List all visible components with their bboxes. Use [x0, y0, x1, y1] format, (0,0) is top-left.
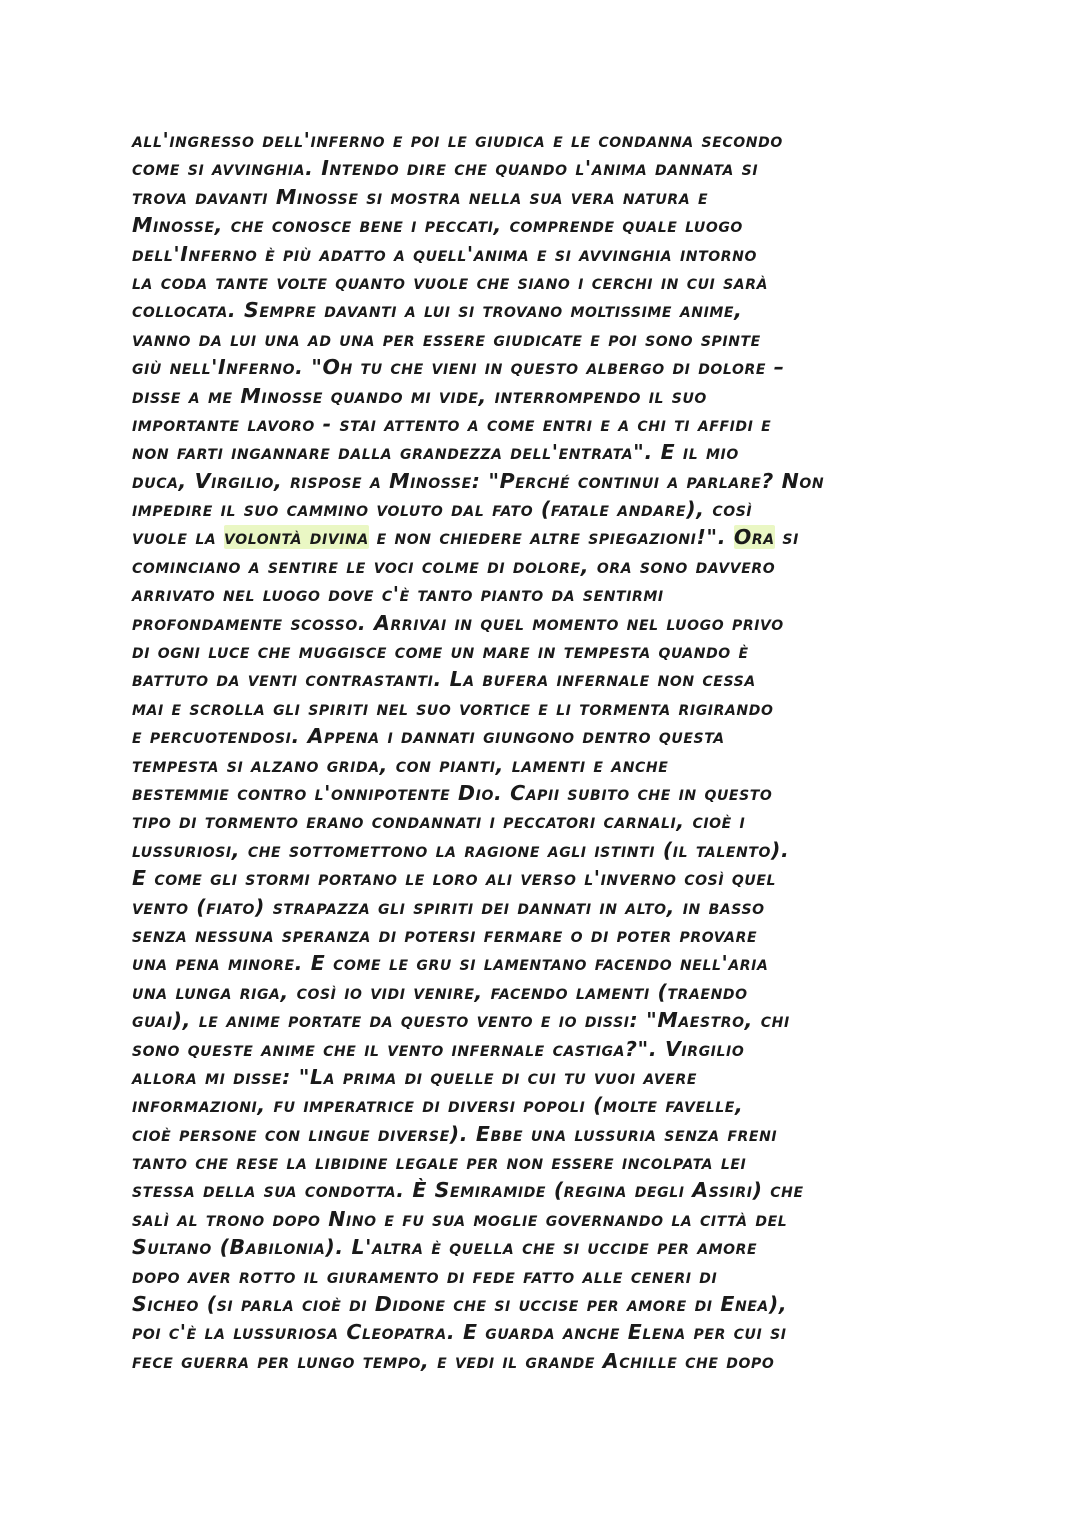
text-segment: stessa della sua condotta. È Semiramide (regina degli Assiri) che — [132, 1178, 804, 1203]
text-segment: importante lavoro - stai attento a come entri e a chi ti affidi e — [132, 411, 772, 436]
text-line — [132, 665, 962, 693]
text-line — [132, 1006, 962, 1034]
text-segment: non farti ingannare dalla grandezza dell'entrata". E il mio — [132, 440, 739, 465]
text-line — [132, 807, 962, 835]
text-segment: allora mi disse: "La prima di quelle di cui tu vuoi avere — [132, 1064, 698, 1089]
text-segment: una lunga riga, così io vidi venire, facendo lamenti (traendo — [132, 979, 748, 1004]
text-segment: tempesta si alzano grida, con pianti, lamenti e anche — [132, 752, 669, 777]
text-segment: guai), le anime portate da questo vento e io dissi: "Maestro, chi — [132, 1008, 790, 1033]
text-segment: una pena minore. E come le gru si lamentano facendo nell'aria — [132, 951, 769, 976]
text-line — [132, 382, 962, 410]
text-segment: dell'Inferno è più adatto a quell'anima e si avvinghia intorno — [132, 241, 757, 266]
text-segment: la coda tante volte quanto vuole che siano i cerchi in cui sarà — [132, 269, 769, 294]
text-line — [132, 523, 962, 551]
text-segment: collocata. Sempre davanti a lui si trovano moltissime anime, — [132, 298, 743, 323]
text-line — [132, 495, 962, 523]
text-line — [132, 864, 962, 892]
text-segment: bestemmie contro l'onnipotente Dio. Capii subito che in questo — [132, 780, 773, 805]
text-segment: e percuotendosi. Appena i dannati giungono dentro questa — [132, 724, 725, 749]
text-segment: come si avvinghia. Intendo dire che quando l'anima dannata si — [132, 156, 759, 181]
text-segment: e non chiedere altre spiegazioni!". — [368, 525, 734, 550]
text-line — [132, 1035, 962, 1063]
text-line — [132, 1063, 962, 1091]
text-segment: arrivato nel luogo dove c'è tanto pianto da sentirmi — [132, 582, 664, 607]
text-segment: trova davanti Minosse si mostra nella sua vera natura e — [132, 184, 709, 209]
text-line — [132, 126, 962, 154]
text-line — [132, 410, 962, 438]
text-segment: cominciano a sentire le voci colme di dolore, ora sono davvero — [132, 553, 776, 578]
text-line — [132, 467, 962, 495]
text-line — [132, 1176, 962, 1204]
text-segment: fece guerra per lungo tempo, e vedi il grande Achille che dopo — [132, 1348, 775, 1373]
text-line — [132, 609, 962, 637]
text-line — [132, 183, 962, 211]
text-segment: cioè persone con lingue diverse). Ebbe una lussuria senza freni — [132, 1121, 778, 1146]
text-line — [132, 1120, 962, 1148]
text-line — [132, 836, 962, 864]
text-line — [132, 751, 962, 779]
text-line — [132, 438, 962, 466]
text-segment: vanno da lui una ad una per essere giudicate e poi sono spinte — [132, 326, 761, 351]
text-line — [132, 1347, 962, 1375]
text-line — [132, 779, 962, 807]
text-segment: salì al trono dopo Nino e fu sua moglie governando la città del — [132, 1206, 788, 1231]
text-line — [132, 240, 962, 268]
text-line — [132, 211, 962, 239]
text-line — [132, 268, 962, 296]
text-segment: mai e scrolla gli spiriti nel suo vortice e li tormenta rigirando — [132, 695, 774, 720]
text-line — [132, 949, 962, 977]
highlighted-text: volontà divina — [224, 525, 369, 550]
text-line — [132, 325, 962, 353]
text-segment: sono queste anime che il vento infernale castiga?". Virgilio — [132, 1036, 745, 1061]
text-segment: dopo aver rotto il giuramento di fede fatto alle ceneri di — [132, 1263, 718, 1288]
text-line — [132, 893, 962, 921]
text-segment: duca, Virgilio, rispose a Minosse: "Perché continui a parlare? Non — [132, 468, 825, 493]
text-line — [132, 1091, 962, 1119]
text-segment: giù nell'Inferno. "Oh tu che vieni in questo albergo di dolore – — [132, 355, 785, 380]
text-line — [132, 1205, 962, 1233]
text-segment: lussuriosi, che sottomettono la ragione agli istinti (il talento). — [132, 837, 790, 862]
text-segment: tipo di tormento erano condannati i peccatori carnali, cioè i — [132, 809, 746, 834]
text-segment: senza nessuna speranza di potersi fermare o di poter provare — [132, 922, 758, 947]
text-segment: tanto che rese la libidine legale per non essere incolpata lei — [132, 1150, 747, 1175]
text-line — [132, 296, 962, 324]
text-line — [132, 1290, 962, 1318]
text-segment: vuole la — [132, 525, 225, 550]
text-segment: informazioni, fu imperatrice di diversi popoli (molte favelle, — [132, 1093, 744, 1118]
text-segment: impedire il suo cammino voluto dal fato (fatale andare), così — [132, 497, 753, 522]
text-segment: si — [774, 525, 799, 550]
text-line — [132, 978, 962, 1006]
text-segment: profondamente scosso. Arrivai in quel momento nel luogo privo — [132, 610, 784, 635]
text-line — [132, 921, 962, 949]
text-segment: disse a me Minosse quando mi vide, interrompendo il suo — [132, 383, 707, 408]
text-segment: Sicheo (si parla cioè di Didone che si uccise per amore di Enea), — [132, 1292, 788, 1317]
text-line — [132, 580, 962, 608]
text-line — [132, 154, 962, 182]
text-line — [132, 722, 962, 750]
text-line — [132, 1148, 962, 1176]
text-segment: E come gli stormi portano le loro ali verso l'inverno così quel — [132, 866, 777, 891]
text-line — [132, 552, 962, 580]
highlighted-text: Ora — [733, 525, 775, 550]
text-line — [132, 694, 962, 722]
body-text — [132, 126, 962, 1375]
text-segment: poi c'è la lussuriosa Cleopatra. E guarda anche Elena per cui si — [132, 1320, 787, 1345]
text-segment: vento (fiato) strapazza gli spiriti dei dannati in alto, in basso — [132, 894, 765, 919]
text-segment: battuto da venti contrastanti. La bufera infernale non cessa — [132, 667, 756, 692]
text-line — [132, 1262, 962, 1290]
text-segment: Minosse, che conosce bene i peccati, comprende quale luogo — [132, 213, 743, 238]
text-segment: Sultano (Babilonia). L'altra è quella che si uccide per amore — [132, 1235, 758, 1260]
text-line — [132, 1318, 962, 1346]
text-line — [132, 637, 962, 665]
text-line — [132, 1233, 962, 1261]
text-segment: di ogni luce che muggisce come un mare in tempesta quando è — [132, 639, 749, 664]
text-segment: all'ingresso dell'inferno e poi le giudica e le condanna secondo — [132, 128, 783, 152]
text-line — [132, 353, 962, 381]
